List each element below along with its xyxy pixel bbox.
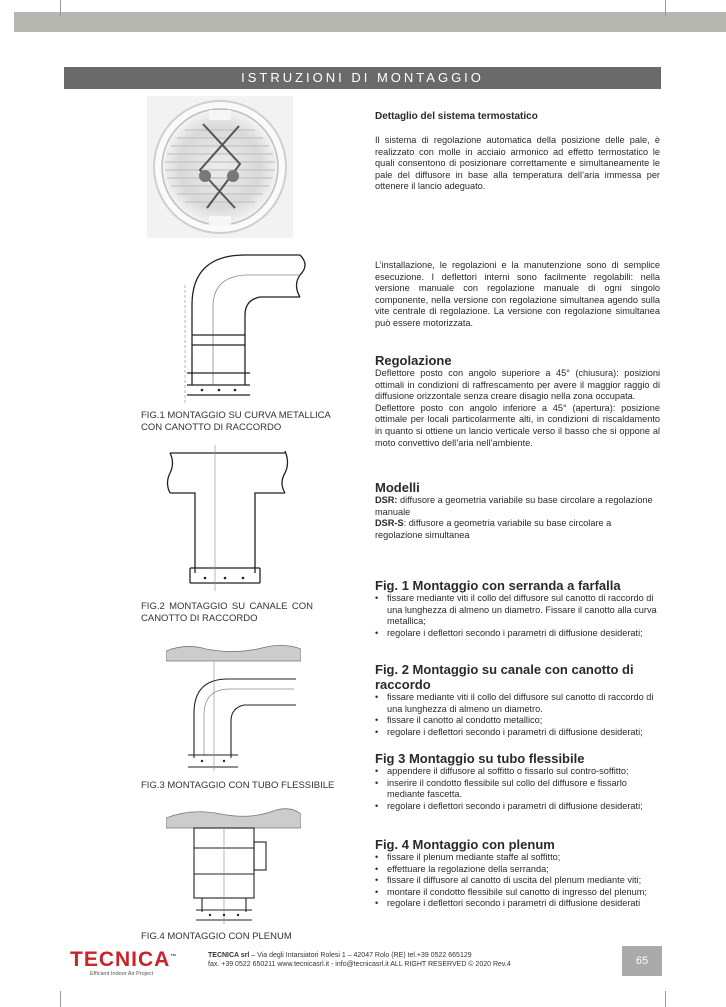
fig3-heading: Fig 3 Montaggio su tubo flessibile (375, 751, 585, 766)
tecnica-logo (70, 946, 177, 977)
fig3-drawing (166, 643, 301, 773)
logo-tagline: Efficient Indoor Air Project (90, 971, 154, 977)
fig4-drawing (166, 806, 301, 926)
trademark: ™ (170, 954, 178, 960)
fig1-caption: FIG.1 MONTAGGIO SU CURVA METALLICA CON CANOTTO DI RACCORDO (141, 410, 331, 433)
install-text: L’installazione, le regolazioni e la manutenzione sono di semplice esecuzione. I deflettori interni sono facilmente regolabili: nella versione manuale con regolazione manuale di ogni singolo componente, nella versione con regolazione simultanea agendo sulla vite centrale di regolazione. La versione con regolazione simultanea può essere motorizzata. (375, 260, 660, 328)
modelli-dsrs (375, 518, 660, 541)
dsr-label: DSR: (375, 495, 398, 505)
list-item: • regolare i deflettori secondo i parametri di diffusione desiderati; (375, 628, 660, 640)
fig1-section (375, 578, 660, 639)
thermo-heading: Dettaglio del sistema termostatico (375, 111, 538, 122)
list-item: • effettuare la regolazione della serranda; (375, 864, 660, 876)
list-item: • regolare i deflettori secondo i parametri di diffusione desiderati; (375, 727, 660, 739)
list-item: • fissare il canotto al condotto metallico; (375, 715, 660, 727)
footer-line-1: – Via degli Intarsiatori Rolesi 1 – 42047 Rolo (RE) tel.+39 0522 665129 (249, 952, 472, 959)
thermo-section (375, 111, 660, 193)
crop-mark (60, 0, 61, 16)
thermo-text: Il sistema di regolazione automatica della posizione delle pale, è realizzato con molle in acciaio armonico ad effetto termostatico le quali consentono di posizionare correttamente e simultaneamente le pale del diffusore in base alla temperatura dell’aria immessa per ottenere il lancio adeguato. (375, 135, 660, 192)
fig2-heading: Fig. 2 Montaggio su canale con canotto di raccordo (375, 662, 634, 692)
list-item: • fissare il plenum mediante staffe al soffitto; (375, 852, 660, 864)
crop-mark (665, 991, 666, 1007)
fig1-list (375, 593, 660, 639)
list-item: • fissare mediante viti il collo del diffusore sul canotto di raccordo di una lunghezza di almeno un diametro. Fissare il canotto alla curva metallica; (375, 593, 660, 628)
logo-wordmark: TECNICA (70, 948, 171, 971)
regolazione-text-2: Deflettore posto con angolo inferiore a 45° (apertura): posizione ottimale per locali particolarmente alti, in condizioni di riscaldamento in quanto si ottiene un lancio verticale verso il basso che si oppone al moto convettivo dell’aria nell’ambiente. (375, 402, 660, 448)
dsr-text: diffusore a geometria variabile su base circolare a regolazione manuale (375, 495, 653, 517)
footer-line-2: fax. +39 0522 650211 www.tecnicasrl.it - info@tecnicasrl.it ALL RIGHT RESERVED © 2020 Rev.4 (208, 961, 511, 968)
fig3-section (375, 751, 660, 812)
fig4-caption: FIG.4 MONTAGGIO CON PLENUM (141, 931, 292, 942)
list-item: • appendere il diffusore al soffitto o fissarlo sul contro-soffitto; (375, 766, 660, 778)
page-number: 65 (622, 946, 662, 976)
fig3-caption: FIG.3 MONTAGGIO CON TUBO FLESSIBILE (141, 780, 335, 791)
company-name: TECNICA srl (208, 952, 250, 959)
list-item: • regolare i deflettori secondo i parametri di diffusione desiderati (375, 898, 660, 910)
fig4-heading: Fig. 4 Montaggio con plenum (375, 837, 555, 852)
crop-mark (60, 991, 61, 1007)
fig1-drawing (175, 245, 325, 405)
dsrs-label: DSR-S (375, 518, 404, 529)
top-band (14, 12, 726, 32)
modelli-heading: Modelli (375, 480, 420, 495)
fig4-list (375, 852, 660, 910)
list-item: • fissare il diffusore al canotto di uscita del plenum mediante viti; (375, 875, 660, 887)
modelli-dsr (375, 495, 660, 518)
regolazione-heading: Regolazione (375, 353, 452, 368)
fig1-heading: Fig. 1 Montaggio con serranda a farfalla (375, 578, 621, 593)
fig4-section (375, 837, 660, 910)
list-item: • inserire il condotto flessibile sul collo del diffusore e fissarlo mediante fascetta. (375, 778, 660, 801)
footer-contacts (208, 951, 511, 969)
dsrs-text: : diffusore a geometria variabile su base circolare a regolazione simultanea (375, 518, 612, 540)
regolazione-text-1: Deflettore posto con angolo superiore a 45° (chiusura): posizioni ottimali in condizioni di raffrescamento per avere il maggior raggio di diffusione orizzontale senza creare disagio nella zona occupata. (375, 368, 660, 402)
fig2-caption: FIG.2 MONTAGGIO SU CANALE CON CANOTTO DI RACCORDO (141, 601, 313, 624)
list-item: • montare il condotto flessibile sul canotto di ingresso del plenum; (375, 887, 660, 899)
modelli-section (375, 480, 660, 541)
list-item: • fissare mediante viti il collo del diffusore sul canotto di raccordo di una lunghezza di almeno un diametro. (375, 692, 660, 715)
page-title: ISTRUZIONI DI MONTAGGIO (64, 67, 661, 89)
list-item: • regolare i deflettori secondo i parametri di diffusione desiderati; (375, 801, 660, 813)
fig2-section (375, 662, 660, 738)
crop-mark (665, 0, 666, 16)
fig2-list (375, 692, 660, 738)
fig3-list (375, 766, 660, 812)
diffuser-photo (147, 96, 293, 238)
regolazione-section (375, 353, 660, 449)
install-section (375, 260, 660, 330)
fig2-drawing (165, 443, 305, 593)
